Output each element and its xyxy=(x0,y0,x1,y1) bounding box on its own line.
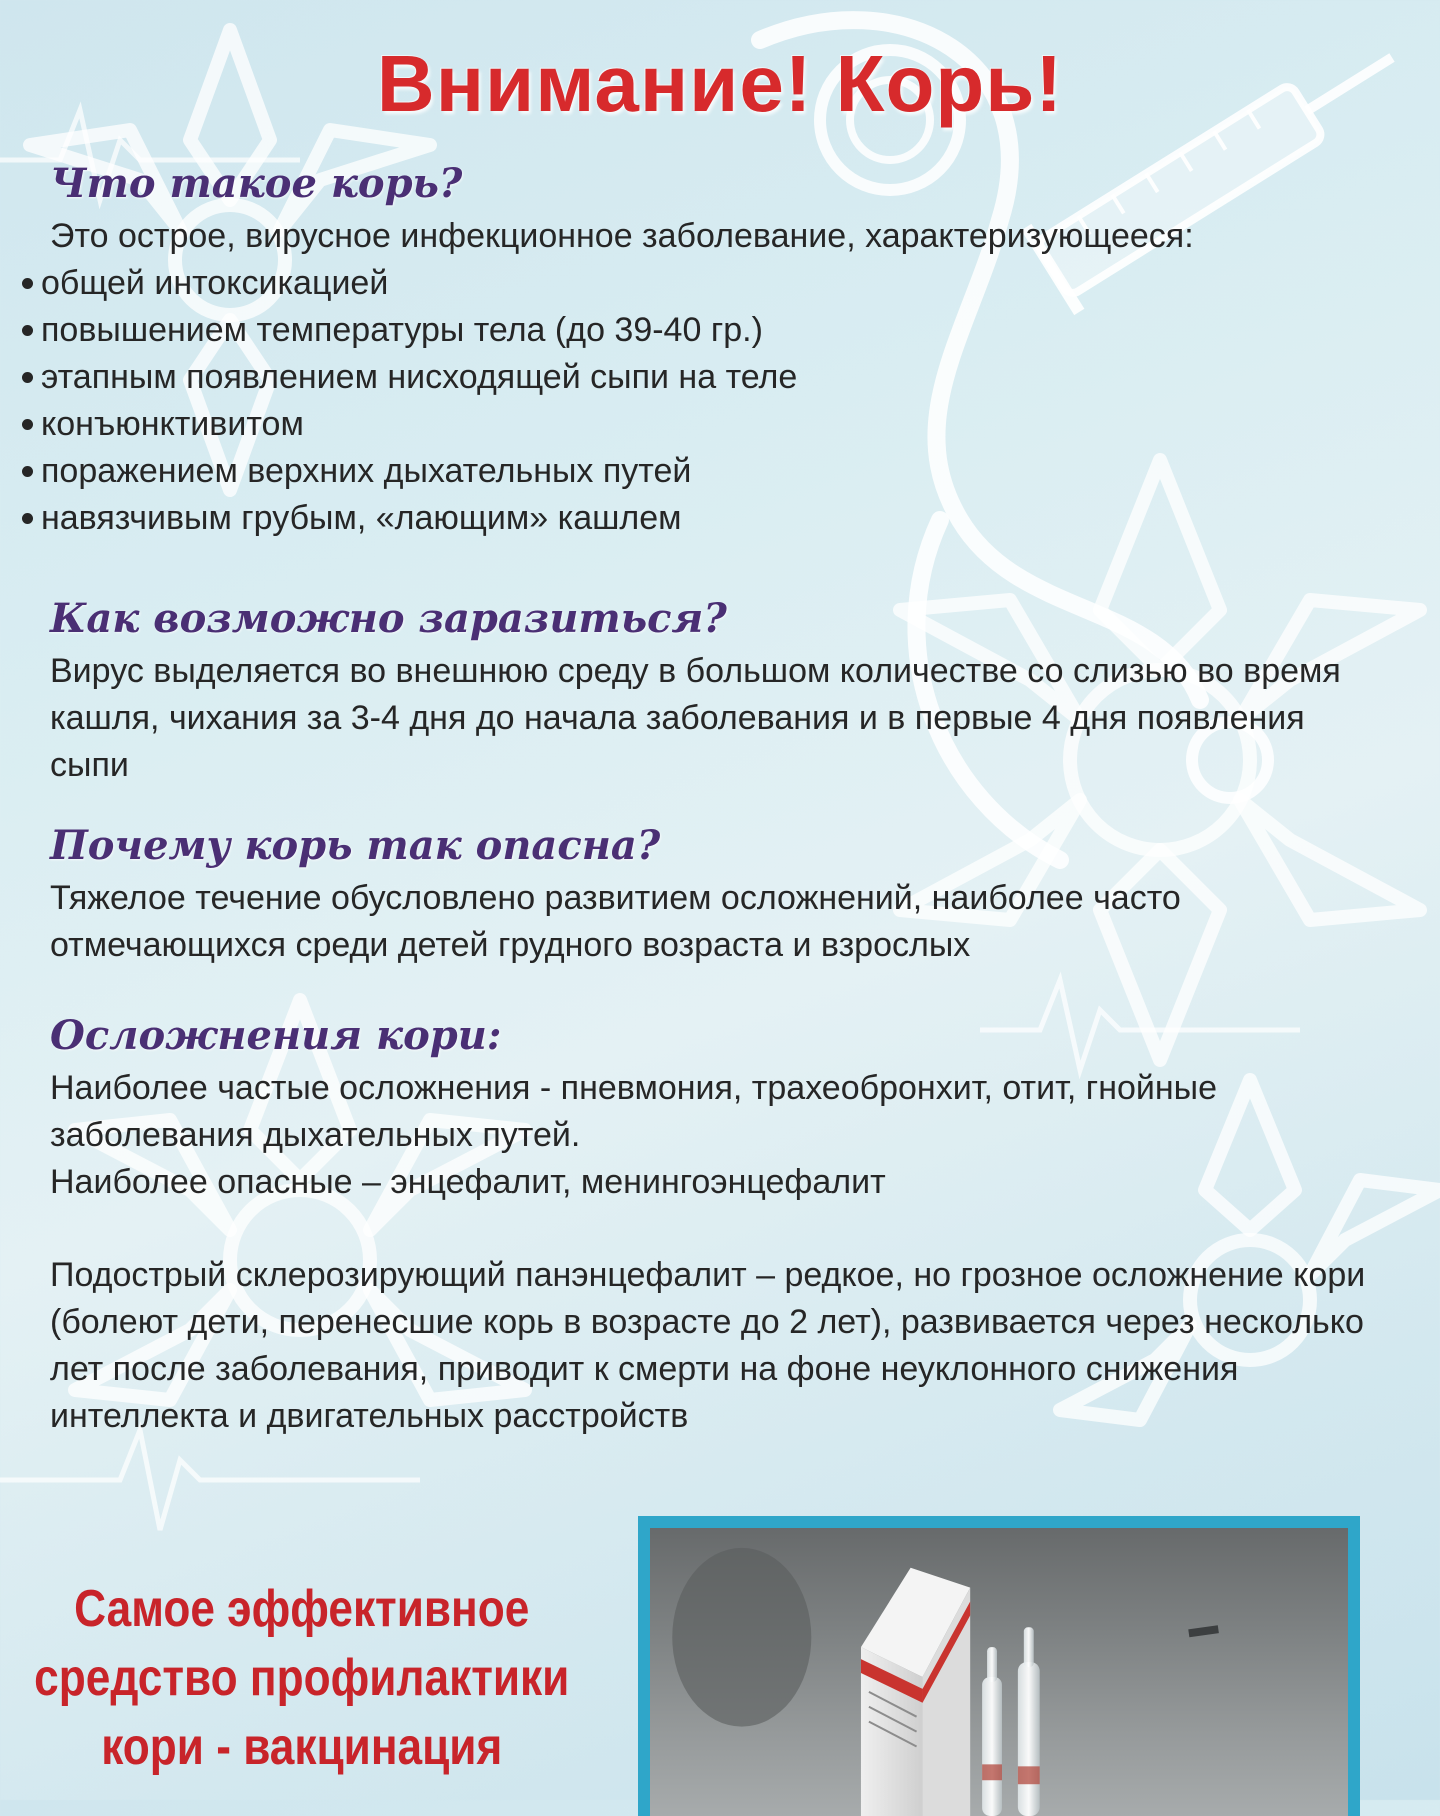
vaccination-slogan xyxy=(0,1575,604,1782)
bullet-dot-icon xyxy=(22,372,33,383)
section-body-text: Наиболее частые осложнения - пневмония, трахеобронхит, отит, гнойные заболевания дыхательных путей. xyxy=(50,1069,1218,1154)
list-item xyxy=(41,354,1390,401)
section-heading: Осложнения кори: xyxy=(50,1012,502,1059)
bullet-dot-icon xyxy=(22,278,33,289)
list-item-text: этапным появлением нисходящей сыпи на теле xyxy=(41,358,798,396)
section-complications xyxy=(50,1012,1390,1440)
bullet-dot-icon xyxy=(22,325,33,336)
bullet-dot-icon xyxy=(22,513,33,524)
bullet-dot-icon xyxy=(22,419,33,430)
slogan-line: Самое эффективное xyxy=(74,1580,530,1638)
list-item-text: конъюнктивитом xyxy=(41,405,304,443)
section-heading: Что такое корь? xyxy=(50,160,463,207)
list-item-text: общей интоксикацией xyxy=(41,264,389,302)
list-item-text: навязчивым грубым, «лающим» кашлем xyxy=(41,499,682,537)
list-item-text: повышением температуры тела (до 39-40 гр.) xyxy=(41,311,763,349)
list-item xyxy=(41,401,1390,448)
slogan-line: кори - вакцинация xyxy=(101,1718,503,1776)
section-body-text: Наиболее опасные – энцефалит, менингоэнцефалит xyxy=(50,1163,886,1201)
list-item-text: поражением верхних дыхательных путей xyxy=(41,452,692,490)
vaccine-photo xyxy=(650,1528,1348,1816)
ampoule-photo-icon xyxy=(982,1647,1002,1816)
section-intro-text: Это острое, вирусное инфекционное заболевание, характеризующееся: xyxy=(50,217,1194,255)
section-heading: Как возможно заразиться? xyxy=(50,595,727,642)
section-heading: Почему корь так опасна? xyxy=(50,822,661,869)
section-body-text: Тяжелое течение обусловлено развитием осложнений, наиболее часто отмечающихся среди детей грудного возраста и взрослых xyxy=(50,879,1181,964)
list-item xyxy=(41,495,1390,542)
section-what-is-measles xyxy=(41,160,1390,542)
section-body-text: Подострый склерозирующий панэнцефалит – редкое, но грозное осложнение кори (болеют дети, перенесшие корь в возрасте до 2 лет), развивается через несколько лет после заболевания, приводит к смерти на фоне неуклонного снижения интеллекта и двигательных расстройств xyxy=(50,1256,1366,1435)
list-item xyxy=(41,448,1390,495)
section-body-text: Вирус выделяется во внешнюю среду в большом количестве со слизью во время кашля, чихания за 3-4 дня до начала заболевания и в первые 4 дня появления сыпи xyxy=(50,652,1341,784)
vaccine-photo-frame xyxy=(638,1516,1360,1816)
section-how-to-get-infected xyxy=(50,595,1390,789)
slogan-line: средство профилактики xyxy=(34,1649,570,1707)
list-item xyxy=(41,260,1390,307)
vaccine-box-photo-icon xyxy=(650,1528,1348,1816)
bullet-dot-icon xyxy=(22,466,33,477)
ampoule-photo-icon xyxy=(1018,1627,1040,1816)
list-item xyxy=(41,307,1390,354)
section-why-dangerous xyxy=(50,822,1390,969)
symptom-list xyxy=(41,260,1390,542)
poster-title: Внимание! Корь! xyxy=(376,39,1064,128)
